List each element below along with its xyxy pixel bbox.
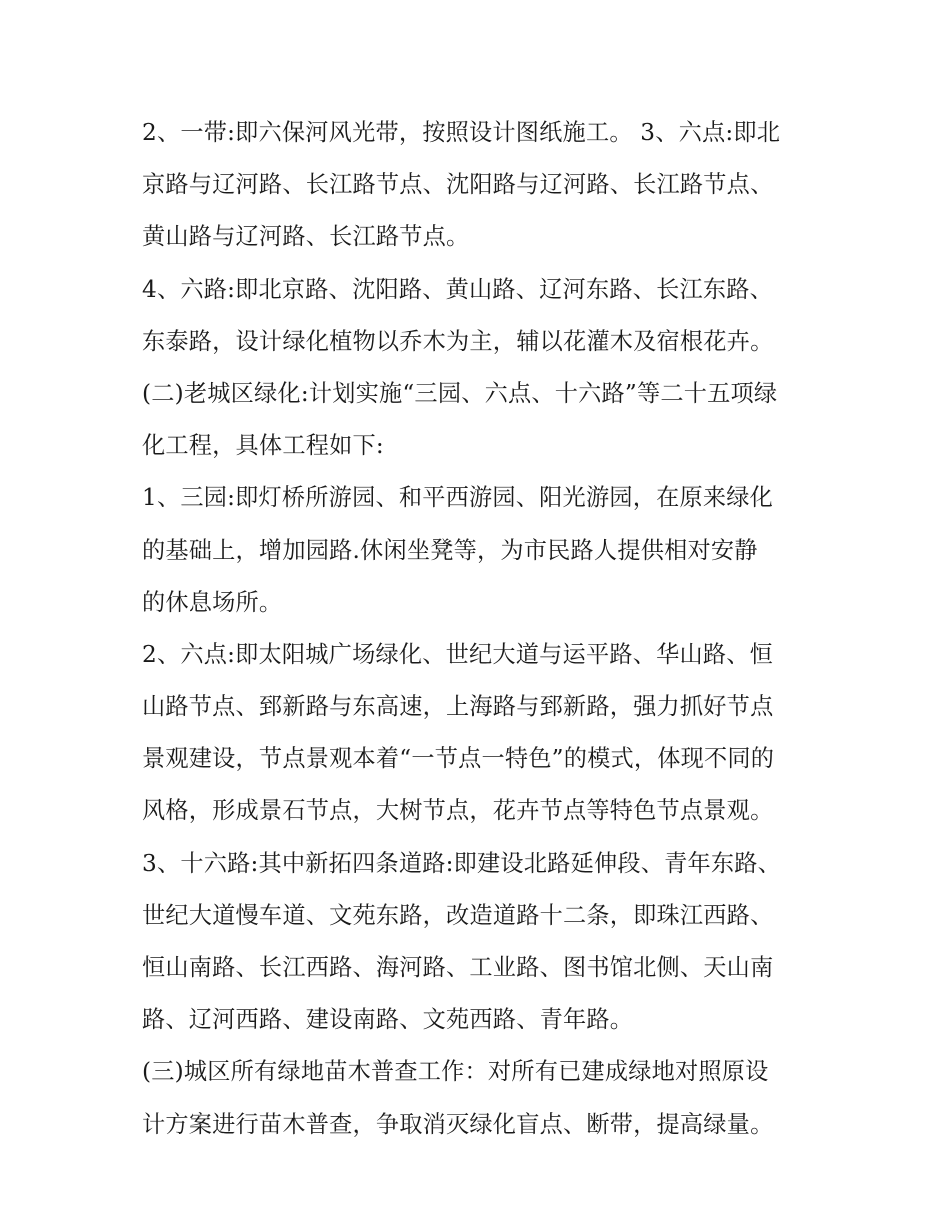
paragraph-2 bbox=[142, 264, 814, 368]
text-line: 路、辽河西路、建设南路、文苑西路、青年路。 bbox=[142, 1006, 634, 1034]
paragraph-3 bbox=[142, 368, 814, 472]
text-line: 2、一带:即六保河风光带，按照设计图纸施工。 3、六点:即北 bbox=[142, 119, 781, 146]
text-line: 恒山南路、长江西路、海河路、工业路、图书馆北侧、天山南 bbox=[142, 954, 774, 981]
text-line: 世纪大道慢车道、文苑东路，改造道路十二条，即珠江西路、 bbox=[142, 901, 774, 929]
document-body bbox=[142, 107, 814, 1151]
text-line: 的基础上，增加园路.休闲坐凳等，为市民路人提供相对安静 bbox=[142, 536, 758, 564]
text-line: 1、三园:即灯桥所游园、和平西游园、阳光游园，在原来绿化 bbox=[142, 484, 774, 512]
text-line: 化工程，具体工程如下: bbox=[142, 432, 384, 460]
text-line: 山路节点、郅新路与东高速，上海路与郅新路，强力抓好节点 bbox=[142, 693, 774, 721]
text-line: (二)老城区绿化:计划实施“三园、六点、十六路”等二十五项绿 bbox=[142, 379, 778, 407]
text-line: 京路与辽河路、长江路节点、沈阳路与辽河路、长江路节点、 bbox=[142, 171, 774, 199]
paragraph-5 bbox=[142, 629, 814, 838]
text-line: 4、六路:即北京路、沈阳路、黄山路、辽河东路、长江东路、 bbox=[142, 275, 774, 303]
paragraph-4 bbox=[142, 472, 814, 629]
paragraph-1 bbox=[142, 107, 814, 264]
text-line: 黄山路与辽河路、长江路节点。 bbox=[142, 223, 470, 251]
text-line: 景观建设，节点景观本着“一节点一特色”的模式，体现不同的 bbox=[142, 745, 775, 773]
text-line: 风格，形成景石节点，大树节点，花卉节点等特色节点景观。 bbox=[142, 797, 774, 825]
text-line: 2、六点:即太阳城广场绿化、世纪大道与运平路、华山路、恒 bbox=[142, 640, 774, 668]
text-line: (三)城区所有绿地苗木普查工作：对所有已建成绿地对照原设 bbox=[142, 1058, 769, 1086]
text-line: 计方案进行苗木普查，争取消灭绿化盲点、断带，提高绿量。 bbox=[142, 1110, 774, 1138]
text-line: 3、十六路:其中新拓四条道路:即建设北路延伸段、青年东路、 bbox=[142, 849, 782, 877]
text-line: 的休息场所。 bbox=[142, 588, 283, 616]
text-line: 东泰路，设计绿化植物以乔木为主，辅以花灌木及宿根花卉。 bbox=[142, 327, 774, 355]
paragraph-6 bbox=[142, 838, 814, 1047]
paragraph-7 bbox=[142, 1046, 814, 1150]
